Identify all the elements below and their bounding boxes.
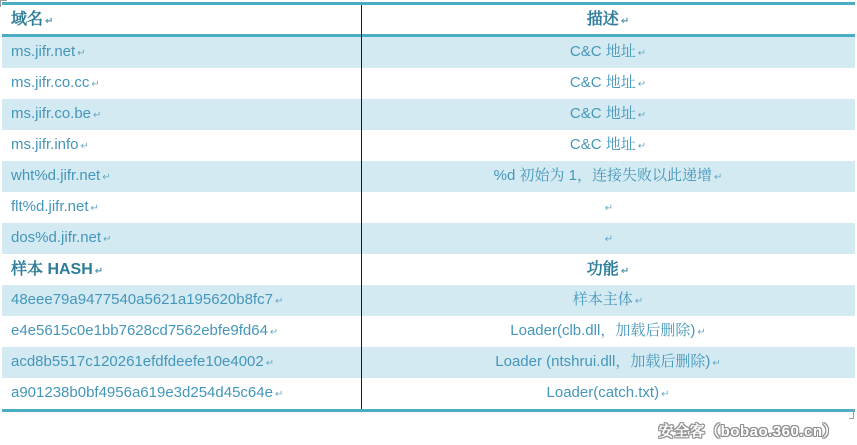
table-cell bbox=[2, 385, 361, 402]
paragraph-mark-icon: ↵ bbox=[93, 110, 102, 122]
table-bottom-border bbox=[2, 409, 855, 412]
table-header-row bbox=[2, 5, 855, 37]
table-cell bbox=[361, 168, 855, 185]
cell-text: %d 初始为 1，连接失败以此递增 bbox=[493, 167, 712, 185]
paragraph-mark-icon: ↵ bbox=[637, 79, 647, 91]
paragraph-mark-icon: ↵ bbox=[91, 79, 100, 91]
cell-text: 域名 bbox=[11, 10, 44, 28]
text-boundary-corner-bottomright-icon bbox=[849, 410, 854, 419]
table-cell bbox=[2, 75, 361, 92]
paragraph-mark-icon: ↵ bbox=[94, 265, 104, 277]
cell-text: ms.jifr.info bbox=[11, 136, 79, 154]
paragraph-mark-icon: ↵ bbox=[661, 389, 670, 401]
paragraph-mark-icon: ↵ bbox=[604, 203, 614, 215]
cell-text: 样本主体 bbox=[572, 291, 633, 309]
table-row bbox=[2, 99, 855, 130]
table-cell bbox=[361, 44, 855, 61]
cell-text: C&C 地址 bbox=[569, 43, 636, 61]
paragraph-mark-icon: ↵ bbox=[80, 141, 89, 153]
table-cell bbox=[2, 106, 361, 123]
table-cell bbox=[361, 292, 855, 309]
cell-text: acd8b5517c120261efdfdeefe10e4002 bbox=[11, 353, 264, 371]
table-header-row bbox=[2, 254, 855, 285]
cell-text: 功能 bbox=[586, 260, 619, 278]
table-cell bbox=[361, 106, 855, 123]
cell-text: flt%d.jifr.net bbox=[11, 198, 89, 216]
paragraph-mark-icon: ↵ bbox=[637, 48, 647, 60]
table-cell bbox=[2, 323, 361, 340]
table-row bbox=[2, 316, 855, 347]
cell-text: Loader(clb.dll，加载后删除) bbox=[510, 322, 696, 340]
table-row bbox=[2, 378, 855, 409]
table-row bbox=[2, 68, 855, 99]
paragraph-mark-icon: ↵ bbox=[604, 234, 614, 246]
table-row bbox=[2, 192, 855, 223]
cell-text: ms.jifr.net bbox=[11, 43, 76, 61]
header-cell bbox=[361, 11, 855, 29]
paragraph-mark-icon: ↵ bbox=[45, 15, 54, 27]
table-cell bbox=[361, 230, 855, 247]
header-cell bbox=[2, 261, 361, 279]
paragraph-mark-icon: ↵ bbox=[712, 358, 721, 370]
paragraph-mark-icon: ↵ bbox=[77, 48, 86, 60]
table-row bbox=[2, 130, 855, 161]
threat-indicator-table bbox=[2, 2, 855, 412]
paragraph-mark-icon: ↵ bbox=[269, 327, 279, 339]
table-cell bbox=[2, 168, 361, 185]
cell-text: ms.jifr.co.cc bbox=[11, 74, 90, 92]
table-cell bbox=[2, 199, 361, 216]
cell-text: Loader (ntshrui.dll，加载后删除) bbox=[495, 353, 711, 371]
paragraph-mark-icon: ↵ bbox=[620, 265, 630, 277]
table-row bbox=[2, 223, 855, 254]
watermark: 安全客（bobao.360.cn） bbox=[658, 423, 838, 440]
cell-text: a901238b0bf4956a619e3d254d45c64e bbox=[11, 384, 273, 402]
table-cell bbox=[361, 354, 855, 371]
header-cell bbox=[2, 11, 361, 29]
paragraph-mark-icon: ↵ bbox=[274, 296, 284, 308]
cell-text: Loader(catch.txt) bbox=[546, 384, 660, 402]
paragraph-mark-icon: ↵ bbox=[620, 15, 630, 27]
cell-text: 48eee79a9477540a5621a195620b8fc7 bbox=[11, 291, 273, 309]
table-cell bbox=[361, 137, 855, 154]
paragraph-mark-icon: ↵ bbox=[713, 172, 723, 184]
cell-text: e4e5615c0e1bb7628cd7562ebfe9fd64 bbox=[11, 322, 268, 340]
table-cell bbox=[2, 44, 361, 61]
cell-text: C&C 地址 bbox=[569, 136, 636, 154]
cell-text: ms.jifr.co.be bbox=[11, 105, 92, 123]
cell-text: dos%d.jifr.net bbox=[11, 229, 102, 247]
cell-text: 样本 HASH bbox=[11, 260, 93, 278]
paragraph-mark-icon: ↵ bbox=[634, 296, 644, 308]
paragraph-mark-icon: ↵ bbox=[274, 389, 284, 401]
cell-text: C&C 地址 bbox=[569, 105, 636, 123]
table-row bbox=[2, 161, 855, 192]
cell-text: wht%d.jifr.net bbox=[11, 167, 101, 185]
header-cell bbox=[361, 261, 855, 279]
table-cell bbox=[361, 323, 855, 340]
paragraph-mark-icon: ↵ bbox=[103, 234, 112, 246]
table-rows bbox=[2, 5, 855, 409]
table-row bbox=[2, 285, 855, 316]
cell-text: C&C 地址 bbox=[569, 74, 636, 92]
table-cell bbox=[361, 385, 855, 402]
table-row bbox=[2, 37, 855, 68]
table-cell bbox=[2, 137, 361, 154]
table-cell bbox=[2, 292, 361, 309]
table-cell bbox=[2, 230, 361, 247]
table-cell bbox=[361, 199, 855, 216]
paragraph-mark-icon: ↵ bbox=[637, 110, 647, 122]
table-cell bbox=[2, 354, 361, 371]
column-divider bbox=[361, 5, 362, 409]
table-cell bbox=[361, 75, 855, 92]
paragraph-mark-icon: ↵ bbox=[637, 141, 647, 153]
paragraph-mark-icon: ↵ bbox=[697, 327, 706, 339]
table-row bbox=[2, 347, 855, 378]
paragraph-mark-icon: ↵ bbox=[265, 358, 275, 370]
paragraph-mark-icon: ↵ bbox=[90, 203, 99, 215]
cell-text: 描述 bbox=[586, 10, 619, 28]
paragraph-mark-icon: ↵ bbox=[102, 172, 111, 184]
